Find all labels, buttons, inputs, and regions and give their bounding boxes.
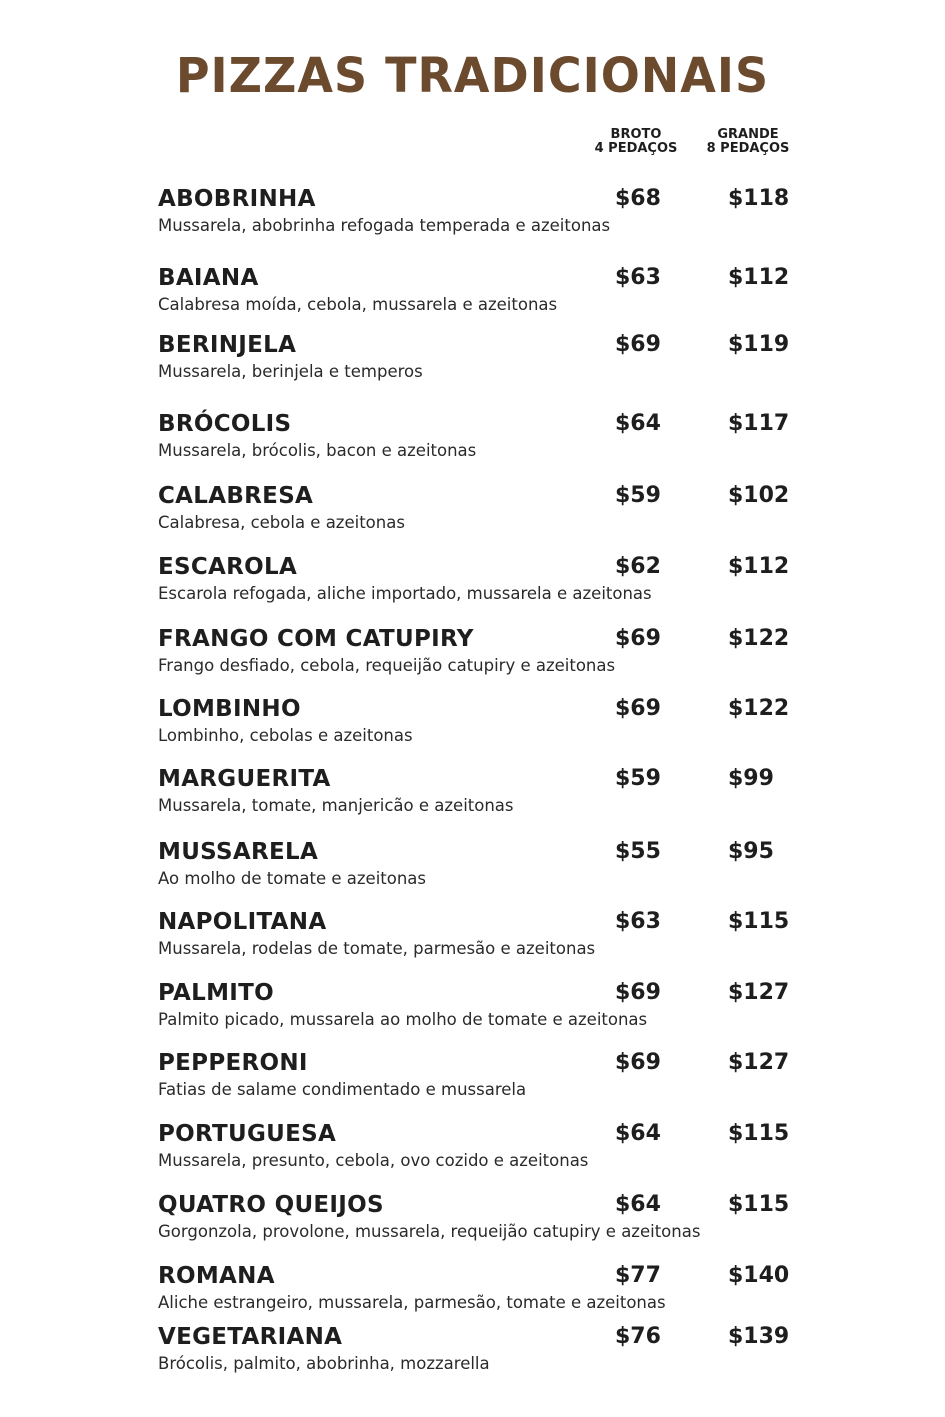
menu-item-price-grande: $127 bbox=[728, 1050, 790, 1075]
menu-item-price-grande: $115 bbox=[728, 909, 790, 934]
menu-item-name: MUSSARELA bbox=[158, 839, 319, 865]
menu-item-price-broto: $63 bbox=[615, 265, 661, 290]
menu-item-description: Lombinho, cebolas e azeitonas bbox=[158, 726, 413, 745]
menu-item-price-grande: $99 bbox=[728, 766, 774, 791]
menu-item-description: Palmito picado, mussarela ao molho de tomate e azeitonas bbox=[158, 1010, 648, 1029]
menu-item-price-broto: $76 bbox=[615, 1324, 661, 1349]
menu-item-price-broto: $68 bbox=[615, 186, 661, 211]
menu-item-description: Mussarela, abobrinha refogada temperada e azeitonas bbox=[158, 216, 611, 235]
menu-item-description: Mussarela, tomate, manjericão e azeitonas bbox=[158, 796, 514, 815]
menu-item-name: ROMANA bbox=[158, 1263, 275, 1289]
menu-item-price-grande: $112 bbox=[728, 265, 790, 290]
menu-item-description: Ao molho de tomate e azeitonas bbox=[158, 869, 427, 888]
menu-item-price-grande: $140 bbox=[728, 1263, 790, 1288]
menu-item-price-grande: $119 bbox=[728, 332, 790, 357]
menu-item-name: FRANGO COM CATUPIRY bbox=[158, 626, 474, 652]
menu-item-price-grande: $115 bbox=[728, 1121, 790, 1146]
column-header-grande-size: GRANDE bbox=[717, 127, 779, 142]
menu-item-description: Mussarela, berinjela e temperos bbox=[158, 362, 423, 381]
menu-item-description: Calabresa moída, cebola, mussarela e azeitonas bbox=[158, 295, 558, 314]
menu-item-price-grande: $122 bbox=[728, 626, 790, 651]
menu-item-price-broto: $69 bbox=[615, 980, 661, 1005]
menu-item bbox=[0, 1121, 945, 1181]
menu-item-price-broto: $59 bbox=[615, 483, 661, 508]
menu-item-price-broto: $69 bbox=[615, 626, 661, 651]
menu-item-name: QUATRO QUEIJOS bbox=[158, 1192, 384, 1218]
menu-item bbox=[0, 411, 945, 471]
menu-item-name: PEPPERONI bbox=[158, 1050, 308, 1076]
menu-item-price-broto: $69 bbox=[615, 696, 661, 721]
menu-item bbox=[0, 839, 945, 899]
column-header-grande-slices: 8 PEDAÇOS bbox=[706, 141, 790, 156]
column-header-grande bbox=[700, 128, 796, 156]
menu-item-price-broto: $69 bbox=[615, 1050, 661, 1075]
menu-item-price-grande: $117 bbox=[728, 411, 790, 436]
menu-item bbox=[0, 980, 945, 1040]
menu-item-description: Mussarela, brócolis, bacon e azeitonas bbox=[158, 441, 477, 460]
menu-item-description: Mussarela, rodelas de tomate, parmesão e azeitonas bbox=[158, 939, 596, 958]
menu-item-name: BAIANA bbox=[158, 265, 259, 291]
menu-item bbox=[0, 909, 945, 969]
column-header-broto-slices: 4 PEDAÇOS bbox=[594, 141, 678, 156]
menu-item bbox=[0, 186, 945, 246]
menu-item bbox=[0, 265, 945, 325]
menu-item-name: VEGETARIANA bbox=[158, 1324, 343, 1350]
menu-item-description: Escarola refogada, aliche importado, mussarela e azeitonas bbox=[158, 584, 652, 603]
menu-item-price-grande: $118 bbox=[728, 186, 790, 211]
menu-item-price-broto: $64 bbox=[615, 1121, 661, 1146]
menu-item-name: PALMITO bbox=[158, 980, 274, 1006]
menu-item-name: NAPOLITANA bbox=[158, 909, 327, 935]
menu-item-description: Fatias de salame condimentado e mussarela bbox=[158, 1080, 527, 1099]
menu-item-price-broto: $55 bbox=[615, 839, 661, 864]
menu-item bbox=[0, 483, 945, 543]
menu-item-name: LOMBINHO bbox=[158, 696, 301, 722]
menu-item-price-grande: $95 bbox=[728, 839, 774, 864]
menu-item-name: ESCAROLA bbox=[158, 554, 298, 580]
menu-item-name: ABOBRINHA bbox=[158, 186, 316, 212]
menu-item-price-grande: $122 bbox=[728, 696, 790, 721]
menu-item-description: Brócolis, palmito, abobrinha, mozzarella bbox=[158, 1354, 490, 1373]
menu-item bbox=[0, 1192, 945, 1252]
menu-item-price-grande: $115 bbox=[728, 1192, 790, 1217]
menu-item-description: Mussarela, presunto, cebola, ovo cozido e azeitonas bbox=[158, 1151, 589, 1170]
menu-item-price-grande: $112 bbox=[728, 554, 790, 579]
menu-item-description: Gorgonzola, provolone, mussarela, requeijão catupiry e azeitonas bbox=[158, 1222, 701, 1241]
menu-item-price-grande: $127 bbox=[728, 980, 790, 1005]
column-header-broto-size: BROTO bbox=[610, 127, 662, 142]
menu-item-name: BERINJELA bbox=[158, 332, 297, 358]
menu-item-price-broto: $64 bbox=[615, 1192, 661, 1217]
menu-item-name: PORTUGUESA bbox=[158, 1121, 337, 1147]
menu-item bbox=[0, 1050, 945, 1110]
menu-item-price-broto: $69 bbox=[615, 332, 661, 357]
menu-item-price-broto: $59 bbox=[615, 766, 661, 791]
menu-item bbox=[0, 1324, 945, 1384]
menu-item bbox=[0, 696, 945, 756]
menu-item-description: Aliche estrangeiro, mussarela, parmesão, tomate e azeitonas bbox=[158, 1293, 666, 1312]
menu-item-price-broto: $77 bbox=[615, 1263, 661, 1288]
menu-item bbox=[0, 766, 945, 826]
menu-item bbox=[0, 554, 945, 614]
menu-item-price-broto: $62 bbox=[615, 554, 661, 579]
column-header-broto bbox=[588, 128, 684, 156]
menu-item bbox=[0, 626, 945, 686]
menu-item-price-grande: $102 bbox=[728, 483, 790, 508]
menu-item-price-broto: $63 bbox=[615, 909, 661, 934]
page-title: PIZZAS TRADICIONAIS bbox=[175, 46, 770, 104]
menu-item bbox=[0, 1263, 945, 1323]
menu-item bbox=[0, 332, 945, 392]
menu-item-description: Frango desfiado, cebola, requeijão catupiry e azeitonas bbox=[158, 656, 616, 675]
menu-item-name: CALABRESA bbox=[158, 483, 314, 509]
menu-item-description: Calabresa, cebola e azeitonas bbox=[158, 513, 405, 532]
menu-item-name: MARGUERITA bbox=[158, 766, 331, 792]
menu-item-name: BRÓCOLIS bbox=[158, 411, 292, 437]
menu-item-price-grande: $139 bbox=[728, 1324, 790, 1349]
menu-item-price-broto: $64 bbox=[615, 411, 661, 436]
